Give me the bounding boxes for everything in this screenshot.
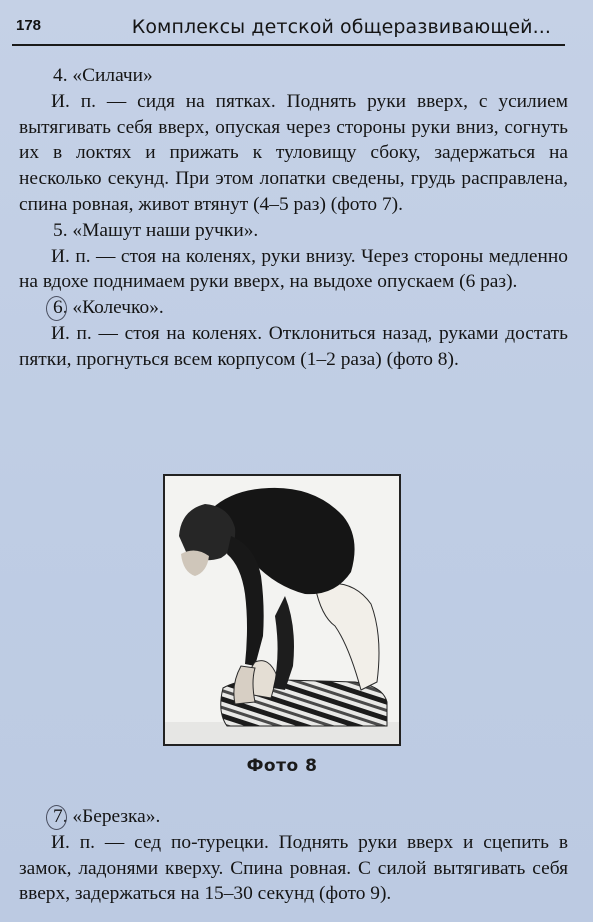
page-header bbox=[0, 0, 593, 50]
exercise-7-title: «Березка». bbox=[72, 806, 161, 827]
exercise-7-heading bbox=[0, 804, 593, 830]
exercise-4-heading bbox=[0, 63, 593, 89]
photo-8-caption: Фото 8 bbox=[246, 756, 318, 776]
text-block-bottom bbox=[0, 804, 593, 907]
exercise-6-heading bbox=[0, 295, 593, 321]
text-block-top bbox=[0, 63, 593, 373]
exercise-7-number: 7. bbox=[53, 804, 68, 830]
exercise-5-number: 5. bbox=[53, 219, 68, 241]
photo-8-image bbox=[163, 474, 401, 746]
page-number: 178 bbox=[16, 17, 42, 34]
exercise-4-body: И. п. — сидя на пятках. Поднять руки вверх, с усилием вытягивать себя вверх, опуская через стороны руки вниз, согнуть их в локтях и прижать к туловищу сбоку, задержаться на несколько секунд. При этом лопатки сведены, грудь расправлена, спина ровная, живот втянут (4–5 раз) (фото 7). bbox=[19, 90, 568, 215]
exercise-6-body: И. п. — стоя на коленях. Отклониться назад, руками достать пятки, прогнуться всем корпусом (1–2 раза) (фото 8). bbox=[19, 322, 568, 370]
exercise-5-title: «Машут наши ручки». bbox=[72, 219, 259, 241]
running-head: Комплексы детской общеразвивающей... bbox=[131, 16, 551, 38]
exercise-5-heading bbox=[0, 218, 593, 244]
header-rule bbox=[12, 44, 565, 46]
exercise-4-title: «Силачи» bbox=[72, 65, 153, 86]
exercise-7-body: И. п. — сед по-турецки. Поднять руки вверх и сцепить в замок, ладонями кверху. Спина ровная. С силой вытягивать себя вверх, задержаться на 15–30 секунд (фото 9). bbox=[19, 831, 568, 905]
exercise-6-title: «Колечко». bbox=[72, 297, 164, 319]
exercise-4-number: 4. bbox=[53, 65, 68, 86]
exercise-6-number: 6. bbox=[53, 295, 68, 321]
exercise-5-body: И. п. — стоя на коленях, руки внизу. Через стороны медленно на вдохе поднимаем руки вверх, на выдохе опускаем (6 раз). bbox=[19, 245, 568, 293]
photo-8-illustration bbox=[165, 476, 399, 744]
